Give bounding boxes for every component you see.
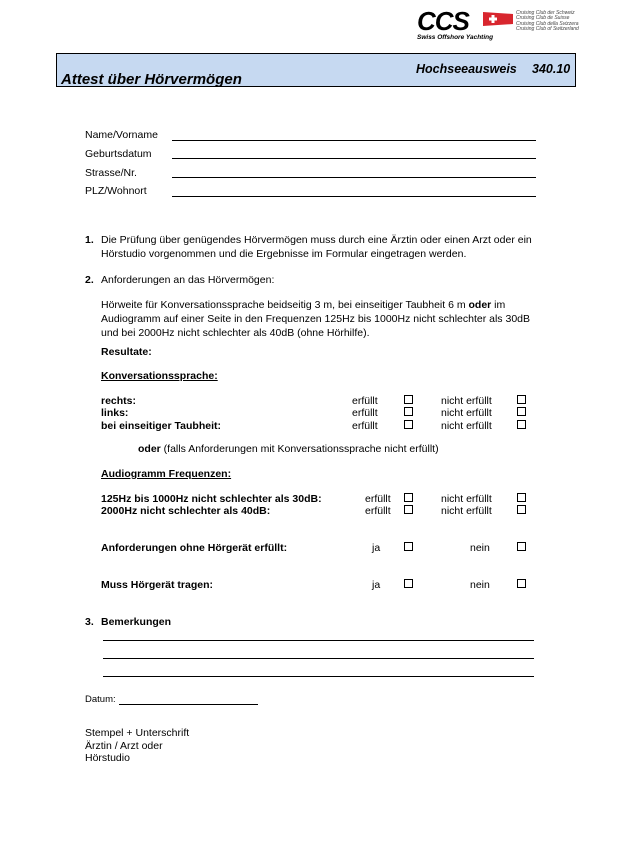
audiogram-heading: Audiogramm Frequenzen: <box>101 468 232 480</box>
125hz-not-fulfilled-checkbox[interactable] <box>517 493 526 502</box>
row-label-right: rechts: <box>101 395 137 407</box>
signature-block <box>85 727 189 765</box>
signature-line: Ärztin / Arzt oder <box>85 739 163 752</box>
section2-heading: Anforderungen an das Hörvermögen: <box>101 274 275 286</box>
left-not-fulfilled-checkbox[interactable] <box>517 407 526 416</box>
section1-line: Die Prüfung über genügendes Hörvermögen muss durch eine Ärztin oder einen Arzt oder ein <box>101 234 532 246</box>
2000hz-fulfilled-checkbox[interactable] <box>404 505 413 514</box>
requirements-text: Hörweite für Konversationssprache beidseitig 3 m, bei einseitiger Taubheit 6 m <box>101 299 469 311</box>
fulfilled-label: erfüllt <box>352 395 378 407</box>
deafness-not-fulfilled-checkbox[interactable] <box>517 420 526 429</box>
club-name-de: Cruising Club der Schweiz <box>516 10 575 16</box>
fulfilled-label: erfüllt <box>352 420 378 432</box>
row-label-deafness: bei einseitiger Taubheit: <box>101 420 221 432</box>
club-name-fr: Cruising Club de Suisse <box>516 15 570 22</box>
fulfilled-label: erfüllt <box>365 505 391 517</box>
city-label: PLZ/Wohnort <box>85 185 147 197</box>
section2-number: 2. <box>85 274 94 286</box>
must-wear-no-checkbox[interactable] <box>517 579 526 588</box>
city-field[interactable] <box>172 196 536 197</box>
section1-text <box>101 233 532 261</box>
yes-label: ja <box>372 542 381 554</box>
name-field[interactable] <box>172 140 536 141</box>
page-title: Attest über Hörvermögen <box>61 71 242 88</box>
birthdate-label: Geburtsdatum <box>85 148 152 160</box>
right-fulfilled-checkbox[interactable] <box>404 395 413 404</box>
ccs-logo: CCS <box>417 6 469 36</box>
section1-line: Hörstudio vorgenommen und die Ergebnisse im Formular eingetragen werden. <box>101 248 467 260</box>
requirements-text: im <box>491 299 506 311</box>
2000hz-not-fulfilled-checkbox[interactable] <box>517 505 526 514</box>
right-not-fulfilled-checkbox[interactable] <box>517 395 526 404</box>
remarks-heading: Bemerkungen <box>101 616 172 628</box>
section3-number: 3. <box>85 616 94 628</box>
left-fulfilled-checkbox[interactable] <box>404 407 413 416</box>
no-label: nein <box>470 579 490 591</box>
conversation-heading: Konversationssprache: <box>101 370 218 382</box>
row-label-without-aid: Anforderungen ohne Hörgerät erfüllt: <box>101 542 288 554</box>
oder-word: oder <box>138 443 161 455</box>
not-fulfilled-label: nicht erfüllt <box>441 505 492 517</box>
not-fulfilled-label: nicht erfüllt <box>441 395 492 407</box>
date-label: Datum: <box>85 694 116 705</box>
street-field[interactable] <box>172 177 536 178</box>
remarks-line[interactable] <box>103 640 534 641</box>
fulfilled-label: erfüllt <box>365 493 391 505</box>
no-label: nein <box>470 542 490 554</box>
signature-line: Hörstudio <box>85 752 130 764</box>
125hz-fulfilled-checkbox[interactable] <box>404 493 413 502</box>
swiss-pennant-icon <box>483 12 513 26</box>
requirements-line: Audiogramm auf einer Seite in den Frequenzen 125Hz bis 1000Hz nicht schlechter als 30dB <box>101 313 530 325</box>
must-wear-yes-checkbox[interactable] <box>404 579 413 588</box>
remarks-line[interactable] <box>103 658 534 659</box>
section1-number: 1. <box>85 234 94 246</box>
club-name-en: Cruising Club of Switzerland <box>516 26 579 33</box>
requirements-line <box>101 298 530 312</box>
row-label-125hz: 125Hz bis 1000Hz nicht schlechter als 30dB: <box>101 493 322 505</box>
deafness-fulfilled-checkbox[interactable] <box>404 420 413 429</box>
document-number: 340.10 <box>532 62 571 76</box>
club-names <box>516 11 579 33</box>
date-field[interactable] <box>119 704 258 705</box>
row-label-2000hz: 2000Hz nicht schlechter als 40dB: <box>101 505 271 517</box>
requirements-paragraph <box>101 298 530 340</box>
logo-tagline: Swiss Offshore Yachting <box>417 34 494 41</box>
requirements-line: und bei 2000Hz nicht schlechter als 40dB (ohne Hörhilfe). <box>101 327 370 339</box>
not-fulfilled-label: nicht erfüllt <box>441 420 492 432</box>
oder-note <box>138 443 439 455</box>
club-name-it: Cruising Club della Svizzera <box>516 20 579 27</box>
yes-label: ja <box>372 579 381 591</box>
not-fulfilled-label: nicht erfüllt <box>441 407 492 419</box>
oder-text: (falls Anforderungen mit Konversationssprache nicht erfüllt) <box>160 443 439 455</box>
row-label-must-wear-aid: Muss Hörgerät tragen: <box>101 579 214 591</box>
street-label: Strasse/Nr. <box>85 167 137 179</box>
row-label-left: links: <box>101 407 129 419</box>
not-fulfilled-label: nicht erfüllt <box>441 493 492 505</box>
fulfilled-label: erfüllt <box>352 407 378 419</box>
signature-line: Stempel + Unterschrift <box>85 727 190 739</box>
name-label: Name/Vorname <box>85 129 158 141</box>
without-aid-no-checkbox[interactable] <box>517 542 526 551</box>
birthdate-field[interactable] <box>172 158 536 159</box>
requirements-oder: oder <box>468 299 492 311</box>
remarks-line[interactable] <box>103 676 534 677</box>
without-aid-yes-checkbox[interactable] <box>404 542 413 551</box>
document-type: Hochseeausweis <box>416 62 517 76</box>
results-heading: Resultate: <box>101 346 152 358</box>
